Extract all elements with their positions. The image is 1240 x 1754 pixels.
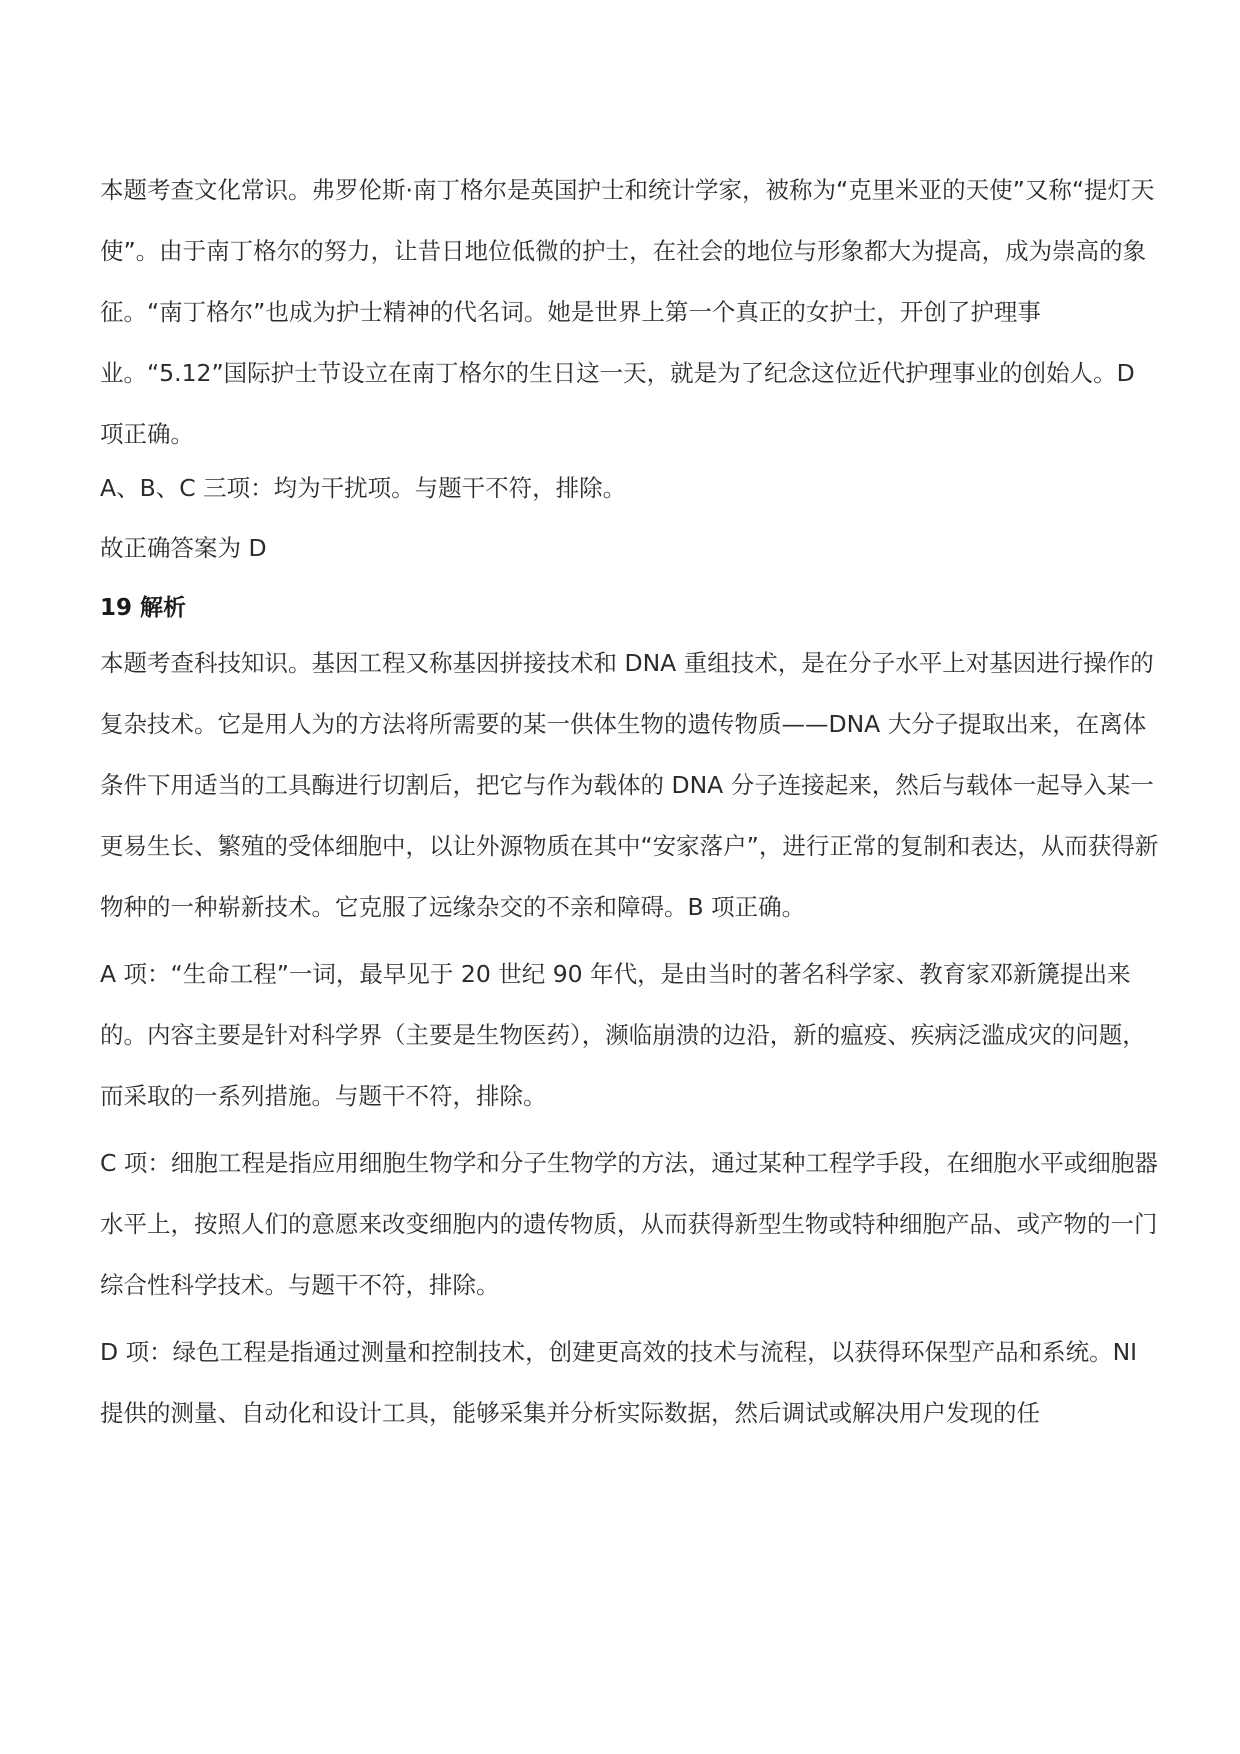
paragraph-genetic-engineering: 本题考查科技知识。基因工程又称基因拼接技术和 DNA 重组技术，是在分子水平上对基因进行操作的复杂技术。它是用人为的方法将所需要的某一供体生物的遗传物质——DNA 大分子提取出来，在离体条件下用适当的工具酶进行切割后，把它与作为载体的 DNA 分子连接起来，然后与载体一起导入某一更易生长、繁殖的受体细胞中，以让外源物质在其中“安家落户”，进行正常的复制和表达，从而获得新物种的一种崭新技术。它克服了远缘杂交的不亲和障碍。B 项正确。 <box>100 649 1159 921</box>
document-page <box>100 160 1160 1450</box>
paragraph-answer-d: 故正确答案为 D <box>100 534 267 562</box>
section-heading-19: 19 解析 <box>100 595 187 621</box>
paragraph-option-d: D 项：绿色工程是指通过测量和控制技术，创建更高效的技术与流程，以获得环保型产品和系统。NI 提供的测量、自动化和设计工具，能够采集并分析实际数据，然后调试或解决用户发现的任 <box>100 1338 1138 1427</box>
paragraph-nightingale: 本题考查文化常识。弗罗伦斯·南丁格尔是英国护士和统计学家，被称为“克里米亚的天使”又称“提灯天使”。由于南丁格尔的努力，让昔日地位低微的护士，在社会的地位与形象都大为提高，成为崇高的象征。“南丁格尔”也成为护士精神的代名词。她是世界上第一个真正的女护士，开创了护理事业。“5.12”国际护士节设立在南丁格尔的生日这一天，就是为了纪念这位近代护理事业的创始人。D 项正确。 <box>100 176 1155 448</box>
paragraph-option-c: C 项：细胞工程是指应用细胞生物学和分子生物学的方法，通过某种工程学手段，在细胞水平或细胞器水平上，按照人们的意愿来改变细胞内的遗传物质，从而获得新型生物或特种细胞产品、或产物的一门综合性科学技术。与题干不符，排除。 <box>100 1149 1158 1299</box>
paragraph-distractors-abc: A、B、C 三项：均为干扰项。与题干不符，排除。 <box>100 474 627 502</box>
paragraph-option-a: A 项：“生命工程”一词，最早见于 20 世纪 90 年代，是由当时的著名科学家、教育家邓新篪提出来的。内容主要是针对科学界（主要是生物医药），濒临崩溃的边沿，新的瘟疫、疾病泛滥成灾的问题，而采取的一系列措施。与题干不符，排除。 <box>100 960 1146 1110</box>
